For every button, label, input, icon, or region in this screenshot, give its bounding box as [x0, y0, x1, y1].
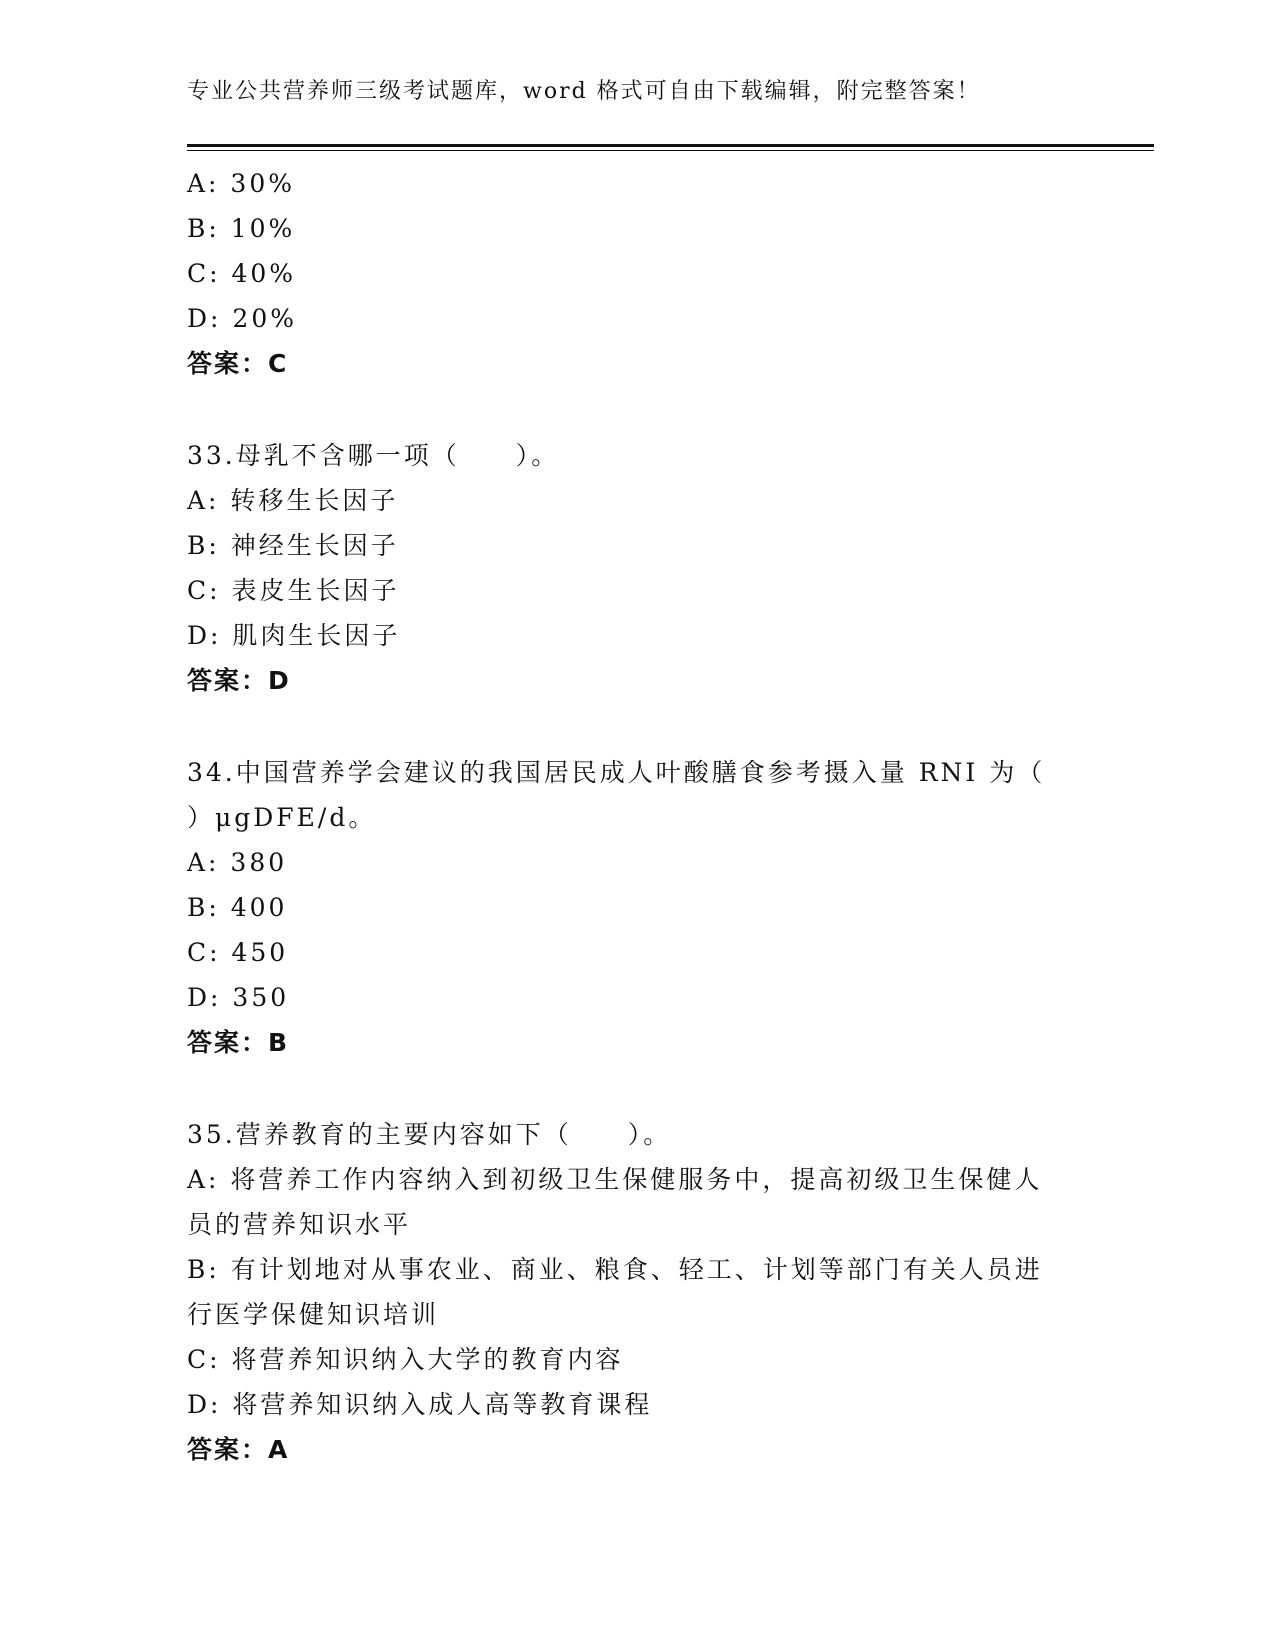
q35-option-b-line1: B: 有计划地对从事农业、商业、粮食、轻工、计划等部门有关人员进 — [187, 1255, 1043, 1284]
q32-option-a: A: 30% — [187, 169, 295, 198]
page-header: 专业公共营养师三级考试题库，word 格式可自由下载编辑，附完整答案！ — [187, 79, 981, 104]
q33-option-d: D: 肌肉生长因子 — [187, 621, 401, 650]
q34-option-c: C: 450 — [187, 938, 289, 967]
q33-option-b: B: 神经生长因子 — [187, 531, 399, 560]
header-rule-thin — [187, 150, 1154, 151]
q32-option-d: D: 20% — [187, 304, 297, 333]
q32-option-b: B: 10% — [187, 214, 296, 243]
spacer — [187, 386, 1087, 433]
q35-option-a-line1: A: 将营养工作内容纳入到初级卫生保健服务中，提高初级卫生保健人 — [187, 1165, 1043, 1194]
question-35-block — [187, 1112, 1087, 1472]
question-32-block — [187, 161, 1087, 386]
q33-option-c: C: 表皮生长因子 — [187, 576, 400, 605]
question-34-block — [187, 750, 1087, 1065]
q34-answer: 答案：B — [187, 1028, 290, 1057]
q32-option-c: C: 40% — [187, 259, 297, 288]
q35-option-b-line2: 行医学保健知识培训 — [187, 1300, 440, 1329]
spacer — [187, 703, 1087, 750]
question-33-block — [187, 433, 1087, 703]
q34-option-a: A: 380 — [187, 848, 288, 877]
q33-answer: 答案：D — [187, 666, 291, 695]
q34-option-b: B: 400 — [187, 893, 288, 922]
q33-option-a: A: 转移生长因子 — [187, 486, 399, 515]
q35-answer: 答案：A — [187, 1435, 290, 1464]
spacer — [187, 1065, 1087, 1112]
q33-stem: 33.母乳不含哪一项（ ）。 — [187, 441, 560, 470]
q35-option-a-line2: 员的营养知识水平 — [187, 1210, 412, 1239]
q32-answer: 答案：C — [187, 349, 289, 378]
q34-stem-line1: 34.中国营养学会建议的我国居民成人叶酸膳食参考摄入量 RNI 为（ — [187, 758, 1046, 787]
q35-stem: 35.营养教育的主要内容如下（ ）。 — [187, 1120, 672, 1149]
q35-option-d: D: 将营养知识纳入成人高等教育课程 — [187, 1390, 653, 1419]
q34-stem-line2: ）μgDFE/d。 — [187, 803, 377, 832]
header-rule-thick — [187, 144, 1154, 147]
q34-option-d: D: 350 — [187, 983, 290, 1012]
question-content — [187, 161, 1087, 1472]
q35-option-c: C: 将营养知识纳入大学的教育内容 — [187, 1345, 624, 1374]
